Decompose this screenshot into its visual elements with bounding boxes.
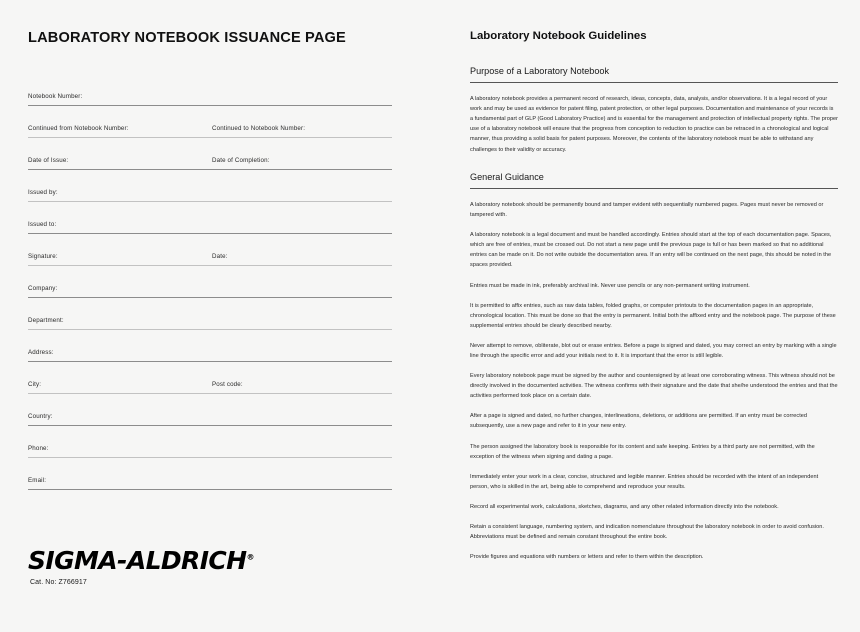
form-field-row[interactable] [28,266,394,298]
section-divider [470,188,838,189]
form-field-row[interactable] [28,74,394,106]
body-paragraph: Retain a consistent language, numbering system, and indication nomenclature throughout the laboratory notebook in order to avoid confusion. Abbreviations must be defined and remain constant throughout the entire book. [470,524,825,541]
form-field-label-secondary: Date of Completion: [212,156,270,164]
body-paragraph: Never attempt to remove, obliterate, blot out or erase entries. Before a page is signed and dated, you may correct an entry by marking with a single line through the specific error and add your initials next to it. It is important that the error is still legible. [470,342,837,359]
registered-trademark-icon: ® [246,552,255,562]
form-field-row[interactable] [28,426,394,458]
brand-block [28,548,394,586]
form-field-label: Address: [28,348,54,356]
body-paragraph: A laboratory notebook provides a permanent record of research, ideas, concepts, data, analysis, and/or observations. It is a legal record of your work and may be used as evidence for patent filing, patent protection, or other legal purposes. Documentation and maintenance of your records is a fundamental part of GLP (Good Laboratory Practice) and is essential for the management and protection of intellectual property rights. The proper use of a laboratory notebook will ensure that the progress from conception to reduction to practice can be retraced in a chronological and logical manner, thus providing a solid basis for patent purposes. Moreover, the contents of the laboratory notebook must be able to withstand any challenges to their validity or accuracy. [470,96,838,153]
form-field-label-secondary: Post code: [212,380,243,388]
body-paragraph: Immediately enter your work in a clear, concise, structured and legible manner. Entries should be recorded with the intent of an independent person, who is skilled in the art, being able to comprehend and reproduce your results. [470,473,819,490]
sigma-aldrich-logo [28,548,394,573]
body-paragraph: Provide figures and equations with numbers or letters and refer to them within the description. [470,554,704,561]
form-field-label: Issued by: [28,188,58,196]
body-paragraph: Record all experimental work, calculations, sketches, diagrams, and any other related information directly into the notebook. [470,503,779,510]
section-heading: General Guidance [470,171,544,182]
form-field-row[interactable] [28,138,394,170]
form-field-label: Country: [28,412,53,420]
guidelines-section-list [470,66,838,563]
body-paragraph: It is permitted to affix entries, such as raw data tables, folded graphs, or computer printouts to the documentation pages in an appropriate, chronological location. This must be done so that the entry is permanent. Initial both the affixed entry and the notebook page. The purpose of these supplemental entries should be clearly described nearby. [470,302,836,329]
body-paragraph: A laboratory notebook should be permanently bound and tamper evident with sequentially numbered pages. Pages must never be removed or tampered with. [470,201,824,219]
section-heading: Purpose of a Laboratory Notebook [470,65,610,76]
form-field-row[interactable] [28,362,394,394]
form-field-row[interactable] [28,330,394,362]
body-paragraph: Entries must be made in ink, preferably archival ink. Never use pencils or any non-permanent writing instrument. [470,282,750,289]
form-field-label: Signature: [28,252,58,260]
guidelines-title: Laboratory Notebook Guidelines [470,30,647,42]
form-field-rule[interactable] [28,489,392,490]
form-field-row[interactable] [28,106,394,138]
form-field-label: Continued from Notebook Number: [28,124,129,132]
section-divider [470,82,838,83]
form-field-label-secondary: Continued to Notebook Number: [212,124,306,132]
form-field-label: Notebook Number: [28,92,83,100]
form-field-row[interactable] [28,202,394,234]
form-field-label: Phone: [28,444,49,452]
guidelines-section [470,172,838,563]
form-field-label: Department: [28,316,64,324]
body-paragraph: Every laboratory notebook page must be signed by the author and countersigned by at least one corroborating witness. This witness should not be directly involved in the documented activities. The witness confirms with their signature and the date that she/he understood the entries and that the activities performed took place on a certain date. [470,373,838,400]
body-paragraph: The person assigned the laboratory book is responsible for its content and safe keeping. Entries by a third party are not permitted, with the exception of the witness when signing and dating a page. [470,443,815,460]
form-field-row[interactable] [28,298,394,330]
catalog-number: Cat. No: Z766917 [30,579,87,586]
form-field-list [28,74,394,490]
page-title: LABORATORY NOTEBOOK ISSUANCE PAGE [28,30,346,46]
body-paragraph: A laboratory notebook is a legal document and must be handled accordingly. Entries should start at the top of each documentation page. Spaces, which are free of entries, must be crossed out. Do not start a new page until the previous page is full or has been marked so that no additional entries can be made on it. Do not write outside the documentation area. If an entry will be continued on the next page, this should be noted in the spaces provided. [470,232,832,269]
form-field-label: Date of Issue: [28,156,69,164]
form-field-label-secondary: Date: [212,252,228,260]
logo-wordmark: SIGMA-ALDRICH [28,546,247,575]
guidelines-column [470,30,838,562]
form-field-row[interactable] [28,170,394,202]
form-field-row[interactable] [28,234,394,266]
form-field-row[interactable] [28,394,394,426]
form-field-row[interactable] [28,458,394,490]
form-field-label: Issued to: [28,220,57,228]
body-paragraph: After a page is signed and dated, no further changes, interlineations, deletions, or additions are permitted. If an entry must be corrected subsequently, use a new page and refer to it in your new entry. [470,413,808,430]
guidelines-section [470,66,838,155]
issuance-form-column [28,30,394,490]
form-field-label: Company: [28,284,58,292]
form-field-label: Email: [28,476,47,484]
form-field-label: City: [28,380,42,388]
